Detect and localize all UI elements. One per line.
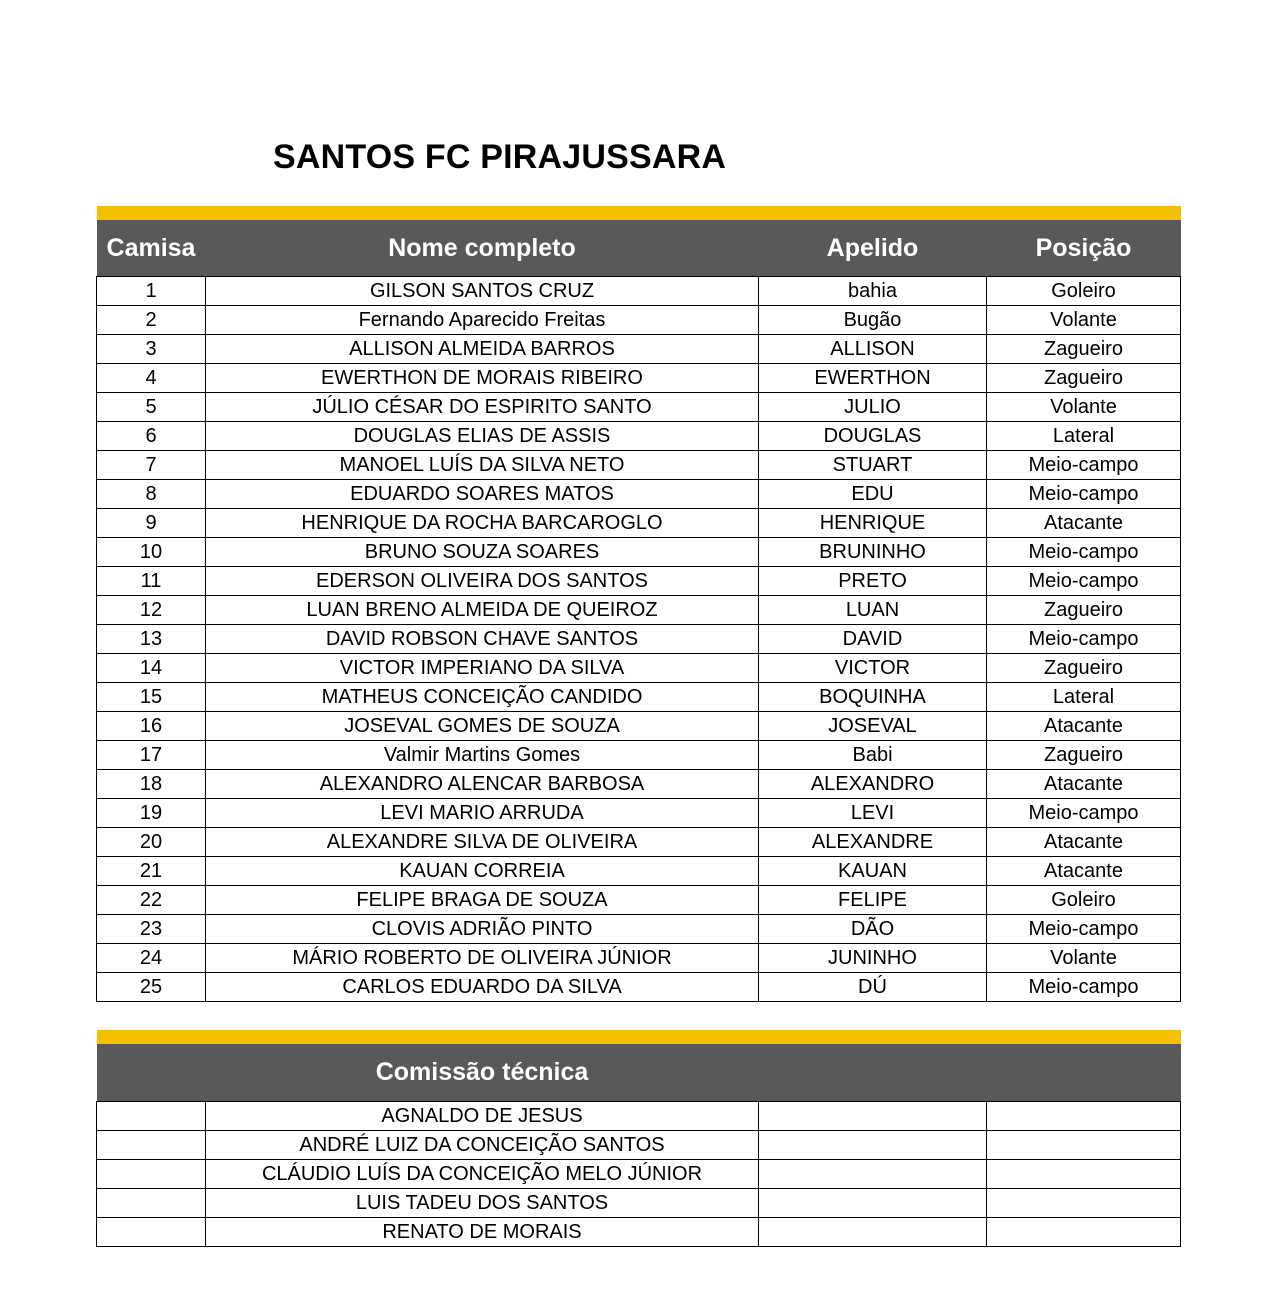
- empty-cell: [759, 1131, 987, 1160]
- cell-camisa: 20: [97, 828, 206, 857]
- staff-member-name: CLÁUDIO LUÍS DA CONCEIÇÃO MELO JÚNIOR: [206, 1160, 759, 1189]
- cell-posicao: Zagueiro: [987, 335, 1181, 364]
- table-row: [97, 1160, 1181, 1189]
- empty-cell: [97, 1102, 206, 1131]
- table-row: [97, 654, 1181, 683]
- cell-camisa: 15: [97, 683, 206, 712]
- cell-nome-completo: DOUGLAS ELIAS DE ASSIS: [206, 422, 759, 451]
- table-row: [97, 625, 1181, 654]
- cell-apelido: DAVID: [759, 625, 987, 654]
- cell-posicao: Meio-campo: [987, 567, 1181, 596]
- cell-nome-completo: VICTOR IMPERIANO DA SILVA: [206, 654, 759, 683]
- cell-camisa: 21: [97, 857, 206, 886]
- cell-nome-completo: Valmir Martins Gomes: [206, 741, 759, 770]
- header-camisa: Camisa: [97, 220, 206, 277]
- cell-camisa: 14: [97, 654, 206, 683]
- cell-posicao: Zagueiro: [987, 596, 1181, 625]
- cell-posicao: Goleiro: [987, 277, 1181, 306]
- cell-nome-completo: LUAN BRENO ALMEIDA DE QUEIROZ: [206, 596, 759, 625]
- table-row: [97, 799, 1181, 828]
- cell-apelido: Bugão: [759, 306, 987, 335]
- table-row: [97, 451, 1181, 480]
- cell-nome-completo: Fernando Aparecido Freitas: [206, 306, 759, 335]
- table-row: [97, 509, 1181, 538]
- cell-nome-completo: MATHEUS CONCEIÇÃO CANDIDO: [206, 683, 759, 712]
- cell-posicao: Atacante: [987, 770, 1181, 799]
- staff-header-empty: [97, 1044, 206, 1102]
- cell-apelido: PRETO: [759, 567, 987, 596]
- cell-apelido: HENRIQUE: [759, 509, 987, 538]
- cell-posicao: Atacante: [987, 509, 1181, 538]
- cell-posicao: Lateral: [987, 683, 1181, 712]
- cell-nome-completo: CARLOS EDUARDO DA SILVA: [206, 973, 759, 1002]
- cell-nome-completo: BRUNO SOUZA SOARES: [206, 538, 759, 567]
- cell-posicao: Meio-campo: [987, 799, 1181, 828]
- cell-posicao: Lateral: [987, 422, 1181, 451]
- cell-camisa: 24: [97, 944, 206, 973]
- cell-apelido: DOUGLAS: [759, 422, 987, 451]
- cell-apelido: STUART: [759, 451, 987, 480]
- cell-posicao: Goleiro: [987, 886, 1181, 915]
- empty-cell: [987, 1160, 1181, 1189]
- cell-apelido: LEVI: [759, 799, 987, 828]
- roster-accent-bar: [97, 206, 1181, 220]
- empty-cell: [97, 1189, 206, 1218]
- cell-camisa: 17: [97, 741, 206, 770]
- cell-apelido: EWERTHON: [759, 364, 987, 393]
- staff-member-name: AGNALDO DE JESUS: [206, 1102, 759, 1131]
- cell-camisa: 16: [97, 712, 206, 741]
- cell-camisa: 13: [97, 625, 206, 654]
- table-row: [97, 886, 1181, 915]
- cell-camisa: 12: [97, 596, 206, 625]
- cell-apelido: bahia: [759, 277, 987, 306]
- header-nome-completo: Nome completo: [206, 220, 759, 277]
- table-row: [97, 335, 1181, 364]
- cell-camisa: 25: [97, 973, 206, 1002]
- cell-posicao: Meio-campo: [987, 451, 1181, 480]
- staff-header-empty: [759, 1044, 987, 1102]
- cell-camisa: 22: [97, 886, 206, 915]
- cell-camisa: 18: [97, 770, 206, 799]
- cell-posicao: Volante: [987, 306, 1181, 335]
- staff-member-name: ANDRÉ LUIZ DA CONCEIÇÃO SANTOS: [206, 1131, 759, 1160]
- roster-table: [96, 206, 1181, 1002]
- cell-posicao: Atacante: [987, 857, 1181, 886]
- table-row: [97, 596, 1181, 625]
- cell-apelido: ALLISON: [759, 335, 987, 364]
- staff-header-title: Comissão técnica: [206, 1044, 759, 1102]
- cell-posicao: Meio-campo: [987, 625, 1181, 654]
- cell-nome-completo: DAVID ROBSON CHAVE SANTOS: [206, 625, 759, 654]
- table-row: [97, 915, 1181, 944]
- table-row: [97, 828, 1181, 857]
- table-row: [97, 944, 1181, 973]
- cell-nome-completo: FELIPE BRAGA DE SOUZA: [206, 886, 759, 915]
- empty-cell: [97, 1131, 206, 1160]
- cell-nome-completo: ALEXANDRE SILVA DE OLIVEIRA: [206, 828, 759, 857]
- cell-posicao: Zagueiro: [987, 654, 1181, 683]
- cell-apelido: Babi: [759, 741, 987, 770]
- cell-posicao: Zagueiro: [987, 741, 1181, 770]
- cell-camisa: 10: [97, 538, 206, 567]
- cell-camisa: 5: [97, 393, 206, 422]
- roster-header-row: [97, 220, 1181, 277]
- table-row: [97, 1131, 1181, 1160]
- empty-cell: [97, 1160, 206, 1189]
- table-row: [97, 1102, 1181, 1131]
- cell-posicao: Meio-campo: [987, 973, 1181, 1002]
- cell-nome-completo: KAUAN CORREIA: [206, 857, 759, 886]
- cell-apelido: DÚ: [759, 973, 987, 1002]
- page-title: SANTOS FC PIRAJUSSARA: [273, 138, 727, 176]
- cell-nome-completo: MANOEL LUÍS DA SILVA NETO: [206, 451, 759, 480]
- empty-cell: [759, 1189, 987, 1218]
- cell-nome-completo: CLOVIS ADRIÃO PINTO: [206, 915, 759, 944]
- cell-posicao: Volante: [987, 393, 1181, 422]
- cell-posicao: Atacante: [987, 712, 1181, 741]
- staff-table: [96, 1030, 1181, 1247]
- empty-cell: [987, 1102, 1181, 1131]
- cell-nome-completo: GILSON SANTOS CRUZ: [206, 277, 759, 306]
- table-row: [97, 567, 1181, 596]
- cell-posicao: Zagueiro: [987, 364, 1181, 393]
- cell-camisa: 7: [97, 451, 206, 480]
- cell-apelido: ALEXANDRO: [759, 770, 987, 799]
- cell-posicao: Meio-campo: [987, 480, 1181, 509]
- table-row: [97, 973, 1181, 1002]
- table-row: [97, 480, 1181, 509]
- empty-cell: [759, 1102, 987, 1131]
- cell-camisa: 11: [97, 567, 206, 596]
- staff-member-name: RENATO DE MORAIS: [206, 1218, 759, 1247]
- table-row: [97, 393, 1181, 422]
- cell-nome-completo: JOSEVAL GOMES DE SOUZA: [206, 712, 759, 741]
- header-posicao: Posição: [987, 220, 1181, 277]
- cell-nome-completo: JÚLIO CÉSAR DO ESPIRITO SANTO: [206, 393, 759, 422]
- empty-cell: [97, 1218, 206, 1247]
- cell-camisa: 1: [97, 277, 206, 306]
- cell-apelido: LUAN: [759, 596, 987, 625]
- cell-apelido: BOQUINHA: [759, 683, 987, 712]
- staff-accent-bar: [97, 1030, 1181, 1044]
- table-row: [97, 1189, 1181, 1218]
- cell-apelido: JULIO: [759, 393, 987, 422]
- cell-apelido: FELIPE: [759, 886, 987, 915]
- cell-camisa: 8: [97, 480, 206, 509]
- cell-apelido: JOSEVAL: [759, 712, 987, 741]
- table-row: [97, 277, 1181, 306]
- staff-header-row: [97, 1044, 1181, 1102]
- cell-apelido: DÃO: [759, 915, 987, 944]
- cell-camisa: 2: [97, 306, 206, 335]
- cell-camisa: 3: [97, 335, 206, 364]
- cell-nome-completo: MÁRIO ROBERTO DE OLIVEIRA JÚNIOR: [206, 944, 759, 973]
- cell-nome-completo: HENRIQUE DA ROCHA BARCAROGLO: [206, 509, 759, 538]
- table-row: [97, 770, 1181, 799]
- header-apelido: Apelido: [759, 220, 987, 277]
- cell-apelido: KAUAN: [759, 857, 987, 886]
- table-row: [97, 538, 1181, 567]
- table-row: [97, 712, 1181, 741]
- empty-cell: [987, 1131, 1181, 1160]
- cell-camisa: 6: [97, 422, 206, 451]
- cell-nome-completo: EWERTHON DE MORAIS RIBEIRO: [206, 364, 759, 393]
- cell-nome-completo: EDUARDO SOARES MATOS: [206, 480, 759, 509]
- cell-posicao: Atacante: [987, 828, 1181, 857]
- empty-cell: [987, 1218, 1181, 1247]
- empty-cell: [759, 1160, 987, 1189]
- cell-apelido: EDU: [759, 480, 987, 509]
- empty-cell: [987, 1189, 1181, 1218]
- cell-apelido: JUNINHO: [759, 944, 987, 973]
- table-row: [97, 1218, 1181, 1247]
- table-row: [97, 857, 1181, 886]
- cell-nome-completo: ALEXANDRO ALENCAR BARBOSA: [206, 770, 759, 799]
- cell-camisa: 23: [97, 915, 206, 944]
- cell-nome-completo: EDERSON OLIVEIRA DOS SANTOS: [206, 567, 759, 596]
- cell-camisa: 4: [97, 364, 206, 393]
- cell-apelido: ALEXANDRE: [759, 828, 987, 857]
- cell-posicao: Meio-campo: [987, 538, 1181, 567]
- cell-camisa: 9: [97, 509, 206, 538]
- table-row: [97, 306, 1181, 335]
- cell-nome-completo: ALLISON ALMEIDA BARROS: [206, 335, 759, 364]
- cell-camisa: 19: [97, 799, 206, 828]
- table-row: [97, 364, 1181, 393]
- cell-posicao: Meio-campo: [987, 915, 1181, 944]
- cell-posicao: Volante: [987, 944, 1181, 973]
- table-row: [97, 422, 1181, 451]
- table-row: [97, 683, 1181, 712]
- staff-member-name: LUIS TADEU DOS SANTOS: [206, 1189, 759, 1218]
- table-row: [97, 741, 1181, 770]
- cell-nome-completo: LEVI MARIO ARRUDA: [206, 799, 759, 828]
- cell-apelido: VICTOR: [759, 654, 987, 683]
- cell-apelido: BRUNINHO: [759, 538, 987, 567]
- staff-header-empty: [987, 1044, 1181, 1102]
- empty-cell: [759, 1218, 987, 1247]
